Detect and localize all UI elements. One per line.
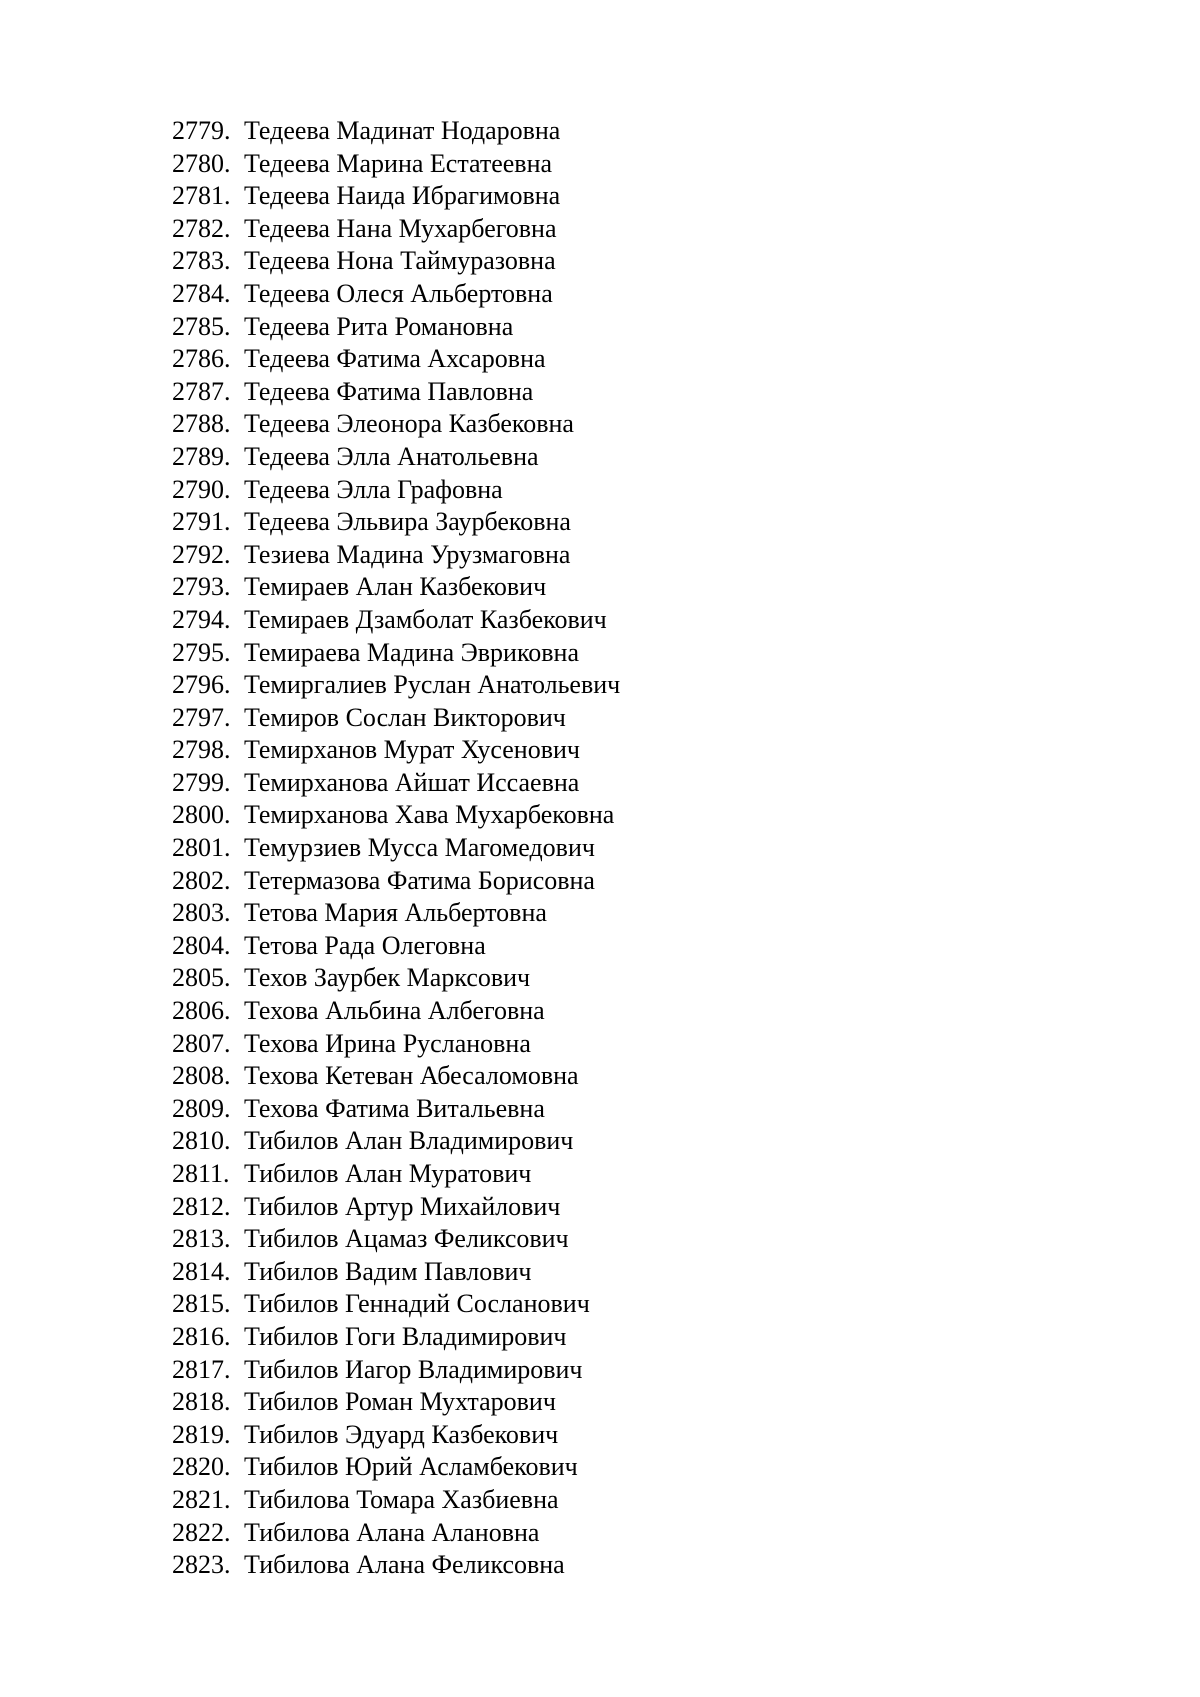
entry-name: Темираев Дзамболат Казбекович <box>244 604 607 634</box>
entry-name: Тедеева Марина Естатеевна <box>244 148 553 178</box>
list-item <box>172 865 620 898</box>
list-item <box>172 1125 620 1158</box>
list-item <box>172 832 620 865</box>
entry-number: 2815. <box>172 1289 231 1319</box>
entry-number: 2819. <box>172 1419 231 1449</box>
entry-number: 2794. <box>172 604 231 634</box>
list-item <box>172 962 620 995</box>
entry-name: Тетермазова Фатима Борисовна <box>244 865 595 895</box>
entry-name: Тедеева Наида Ибрагимовна <box>244 181 561 211</box>
entry-name: Техова Альбина Албеговна <box>244 996 545 1026</box>
entry-number: 2779. <box>172 116 231 145</box>
entry-number: 2785. <box>172 311 231 341</box>
entry-number: 2791. <box>172 507 231 537</box>
entry-number: 2798. <box>172 735 231 765</box>
entry-name: Тедеева Фатима Павловна <box>244 376 534 406</box>
list-item <box>172 1158 620 1191</box>
list-item <box>172 1028 620 1061</box>
entry-number: 2812. <box>172 1191 231 1221</box>
entry-number: 2800. <box>172 800 231 830</box>
entry-name: Тедеева Рита Романовна <box>244 311 514 341</box>
list-item <box>172 1386 620 1419</box>
entry-number: 2797. <box>172 702 231 732</box>
entry-number: 2782. <box>172 213 231 243</box>
entry-number: 2795. <box>172 637 231 667</box>
entry-name: Тибилов Юрий Асламбекович <box>244 1452 578 1482</box>
entry-number: 2810. <box>172 1126 231 1156</box>
list-item <box>172 1354 620 1387</box>
entry-name: Темирханова Хава Мухарбековна <box>244 800 615 830</box>
list-item <box>172 930 620 963</box>
entry-number: 2820. <box>172 1452 231 1482</box>
list-item <box>172 1288 620 1321</box>
name-list <box>172 115 620 1582</box>
entry-name: Тедеева Олеся Альбертовна <box>244 278 553 308</box>
entry-name: Техова Фатима Витальевна <box>244 1093 545 1123</box>
entry-number: 2792. <box>172 539 231 569</box>
entry-number: 2804. <box>172 930 231 960</box>
entry-name: Тетова Рада Олеговна <box>244 930 486 960</box>
list-item <box>172 1419 620 1452</box>
entry-name: Темирханов Мурат Хусенович <box>244 735 580 765</box>
entry-name: Тибилова Алана Алановна <box>244 1517 540 1547</box>
list-item <box>172 1223 620 1256</box>
list-item <box>172 180 620 213</box>
entry-number: 2822. <box>172 1517 231 1547</box>
entry-number: 2783. <box>172 246 231 276</box>
entry-number: 2780. <box>172 148 231 178</box>
entry-name: Темираева Мадина Эвриковна <box>244 637 580 667</box>
entry-name: Тедеева Нана Мухарбеговна <box>244 213 557 243</box>
entry-name: Темирханова Айшат Иссаевна <box>244 767 580 797</box>
list-item <box>172 1549 620 1582</box>
list-item <box>172 799 620 832</box>
list-item <box>172 1321 620 1354</box>
entry-number: 2808. <box>172 1061 231 1091</box>
entry-name: Тедеева Эльвира Заурбековна <box>244 507 571 537</box>
entry-name: Темиров Сослан Викторович <box>244 702 566 732</box>
entry-number: 2781. <box>172 181 231 211</box>
entry-number: 2793. <box>172 572 231 602</box>
entry-name: Тетова Мария Альбертовна <box>244 898 547 928</box>
entry-number: 2816. <box>172 1321 231 1351</box>
entry-number: 2818. <box>172 1387 231 1417</box>
list-item <box>172 278 620 311</box>
entry-name: Техова Кетеван Абесаломовна <box>244 1061 579 1091</box>
list-item <box>172 311 620 344</box>
entry-number: 2788. <box>172 409 231 439</box>
list-item <box>172 1093 620 1126</box>
entry-number: 2823. <box>172 1550 231 1580</box>
entry-name: Тибилов Артур Михайлович <box>244 1191 561 1221</box>
list-item <box>172 995 620 1028</box>
list-item <box>172 376 620 409</box>
entry-number: 2807. <box>172 1028 231 1058</box>
entry-name: Тибилов Роман Мухтарович <box>244 1387 556 1417</box>
entry-number: 2787. <box>172 376 231 406</box>
list-item <box>172 441 620 474</box>
entry-name: Тибилова Алана Феликсовна <box>244 1550 565 1580</box>
entry-number: 2786. <box>172 344 231 374</box>
list-item <box>172 408 620 441</box>
list-item <box>172 115 620 148</box>
entry-number: 2817. <box>172 1354 231 1384</box>
list-item <box>172 604 620 637</box>
list-item <box>172 539 620 572</box>
entry-number: 2802. <box>172 865 231 895</box>
entry-name: Тезиева Мадина Урузмаговна <box>244 539 571 569</box>
entry-number: 2821. <box>172 1484 231 1514</box>
entry-number: 2799. <box>172 767 231 797</box>
list-item <box>172 702 620 735</box>
entry-name: Тибилов Гоги Владимирович <box>244 1321 567 1351</box>
entry-number: 2790. <box>172 474 231 504</box>
entry-number: 2813. <box>172 1224 231 1254</box>
entry-number: 2806. <box>172 996 231 1026</box>
entry-number: 2803. <box>172 898 231 928</box>
entry-name: Темиргалиев Руслан Анатольевич <box>244 670 621 700</box>
entry-number: 2784. <box>172 278 231 308</box>
entry-number: 2811. <box>172 1159 230 1188</box>
list-item <box>172 245 620 278</box>
entry-name: Тибилов Алан Муратович <box>244 1159 532 1188</box>
entry-name: Техов Заурбек Марксович <box>244 963 531 993</box>
list-item <box>172 343 620 376</box>
entry-name: Темираев Алан Казбекович <box>244 572 547 602</box>
entry-name: Тибилов Алан Владимирович <box>244 1126 574 1156</box>
entry-name: Тедеева Элла Анатольевна <box>244 441 539 471</box>
entry-name: Тибилов Вадим Павлович <box>244 1256 532 1286</box>
list-item <box>172 148 620 181</box>
entry-number: 2796. <box>172 670 231 700</box>
entry-name: Техова Ирина Руслановна <box>244 1028 531 1058</box>
list-item <box>172 897 620 930</box>
list-item <box>172 1484 620 1517</box>
entry-name: Тедеева Мадинат Нодаровна <box>244 116 561 145</box>
list-item <box>172 767 620 800</box>
list-item <box>172 213 620 246</box>
entry-name: Тибилова Томара Хазбиевна <box>244 1484 559 1514</box>
entry-name: Тедеева Фатима Ахсаровна <box>244 344 546 374</box>
entry-name: Тедеева Нона Таймуразовна <box>244 246 556 276</box>
entry-name: Тибилов Эдуард Казбекович <box>244 1419 559 1449</box>
list-item <box>172 637 620 670</box>
entry-number: 2805. <box>172 963 231 993</box>
entry-name: Тибилов Ацамаз Феликсович <box>244 1224 569 1254</box>
list-item <box>172 669 620 702</box>
entry-number: 2801. <box>172 833 231 863</box>
list-item <box>172 1256 620 1289</box>
list-item <box>172 734 620 767</box>
entry-number: 2789. <box>172 441 231 471</box>
entry-name: Тедеева Элеонора Казбековна <box>244 409 574 439</box>
list-item <box>172 1517 620 1550</box>
list-item <box>172 506 620 539</box>
list-item <box>172 474 620 507</box>
list-item <box>172 571 620 604</box>
list-item <box>172 1451 620 1484</box>
list-item <box>172 1191 620 1224</box>
entry-number: 2814. <box>172 1256 231 1286</box>
list-item <box>172 1060 620 1093</box>
entry-number: 2809. <box>172 1093 231 1123</box>
entry-name: Тибилов Иагор Владимирович <box>244 1354 583 1384</box>
entry-name: Темурзиев Мусса Магомедович <box>244 833 595 863</box>
entry-name: Тедеева Элла Графовна <box>244 474 503 504</box>
entry-name: Тибилов Геннадий Сосланович <box>244 1289 590 1319</box>
